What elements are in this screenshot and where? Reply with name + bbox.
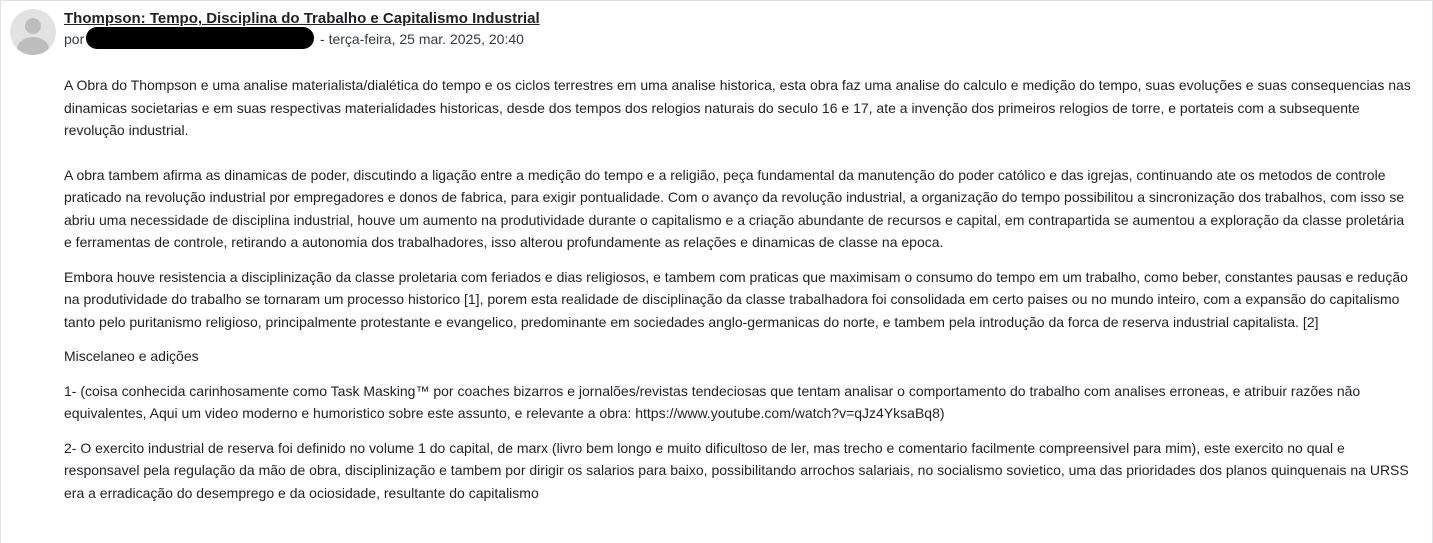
redacted-author-name — [86, 27, 314, 49]
user-avatar[interactable] — [10, 9, 56, 55]
post-paragraph: 1- (coisa conhecida carinhosamente como Task Masking™ por coaches bizarros e jornalões/revistas tendeciosas que tentam analisar o comportamento do trabalho com analises erroneas, e atribuir razões não equivalentes, Aqui um video moderno e humoristico sobre este assunto, e relevante a obra: https://www.youtube.com/watch?v=qJz4YksaBq8) — [64, 382, 1361, 421]
post-paragraph: A obra tambem afirma as dinamicas de poder, discutindo a ligação entre a medição do tempo e a religião, peça fundamental da manutenção do poder católico e das igrejas, continuando ate os metodos de controle praticado na revolução industrial por empregadores e donos de fabrica, para exigir pontualidade. Com o avanço da revolução industrial, a organização do tempo possibilitou a sincronização dos trabalhos, com isso se abriu uma necessidade de disciplina industrial, houve um aumento na produtividade durante o capitalismo e a criação abundante de recursos e capital, em contrapartida se aumentou a exploração da classe proletária e ferramentas de controle, retirando a autonomia dos trabalhadores, isso alterou profundamente as relações e dinamicas de classe na epoca. — [64, 166, 1405, 250]
post-paragraph: A Obra do Thompson e uma analise materialista/dialética do tempo e os ciclos terrestres em uma analise historica, esta obra faz uma analise do calculo e medição do tempo, suas evoluções e suas consequencias nas dinamicas societarias e em suas respectivas materialidades historicas, desde dos tempos dos relogios naturais do seculo 16 e 17, ate a invenção dos primeiros relogios de torre, e portateis com a subsequente revolução industrial. — [64, 77, 1411, 138]
avatar-body-shape — [17, 37, 49, 55]
post-content — [64, 74, 1414, 504]
avatar-head-shape — [25, 18, 41, 34]
post-paragraph: Embora houve resistencia a disciplinização da classe proletaria com feriados e dias religiosos, e tambem com praticas que maximisam o consumo do tempo em um trabalho, como beber, constantes pausas e redução na produtividade do trabalho se tornaram um processo historico [1], porem esta realidade de disciplinação da classe trabalhadora foi consolidada em certo paises ou no mundo inteiro, com a expansão do capitalismo tanto pelo puritanismo religioso, principalmente protestante e evangelico, predominante em sociedades anglo-germanicas do norte, e tambem pela introdução da forca de reserva industrial capitalista. [2] — [64, 268, 1408, 330]
post-paragraph: Miscelaneo e adições — [64, 348, 199, 364]
post-paragraph: 2- O exercito industrial de reserva foi definido no volume 1 do capital, de marx (livro bem longo e muito dificultoso de ler, mas trecho e comentario facilmente compreensivel para mim), este exercito no qual e responsavel pela regulação da mão de obra, disciplinização e tambem por dirigir os salarios para baixo, possibilitando arrochos salariais, no socialismo sovietico, uma das prioridades dos planos quinquenais na URSS era a erradicação do desemprego e da ociosidade, resultante do capitalismo — [64, 439, 1409, 501]
post-date: - terça-feira, 25 mar. 2025, 20:40 — [320, 31, 524, 47]
post-byline — [64, 31, 524, 49]
byline-prefix: por — [64, 31, 85, 47]
post-subject-link[interactable]: Thompson: Tempo, Disciplina do Trabalho e Capitalismo Industrial — [64, 10, 540, 27]
